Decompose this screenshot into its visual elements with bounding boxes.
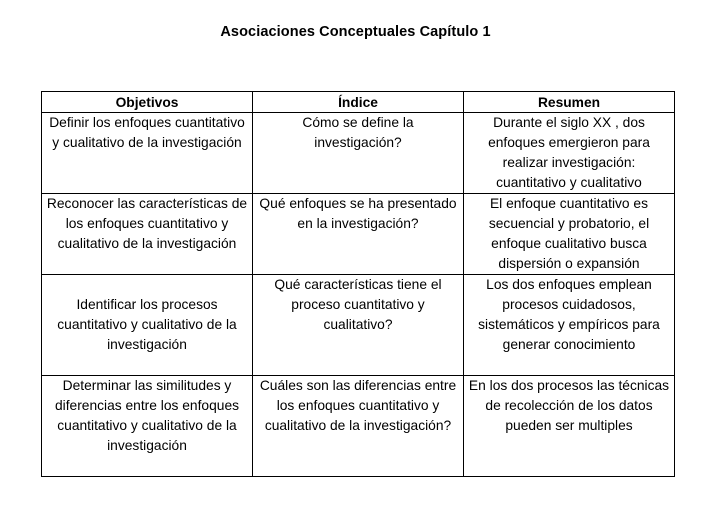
cell-objetivo	[42, 275, 253, 376]
cell-resumen	[464, 113, 675, 194]
cell-text: Identificar los procesos cuantitativo y cualitativo de la investigación	[57, 297, 237, 352]
concept-table	[41, 91, 675, 477]
cell-text: Los dos enfoques emplean procesos cuidadosos, sistemáticos y empíricos para generar conocimiento	[478, 277, 660, 352]
cell-indice	[253, 275, 464, 376]
cell-text: Cómo se define la investigación?	[302, 115, 414, 150]
cell-objetivo	[42, 194, 253, 275]
cell-objetivo	[42, 113, 253, 194]
cell-resumen	[464, 194, 675, 275]
cell-text: Determinar las similitudes y diferencias entre los enfoques cuantitativo y cualitativo de la investigación	[54, 378, 240, 453]
cell-text: Reconocer las características de los enfoques cuantitativo y cualitativo de la investigación	[46, 196, 248, 251]
header-resumen: Resumen	[464, 92, 675, 113]
table-row	[42, 275, 675, 376]
cell-indice	[253, 194, 464, 275]
cell-objetivo	[42, 376, 253, 477]
document-title: Asociaciones Conceptuales Capítulo 1	[220, 24, 491, 40]
table-row	[42, 194, 675, 275]
cell-text: Cuáles son las diferencias entre los enfoques cuantitativo y cualitativo de la investigación?	[259, 378, 457, 433]
cell-text: Definir los enfoques cuantitativo y cualitativo de la investigación	[49, 115, 245, 150]
table-header-row	[42, 92, 675, 113]
cell-text: Qué características tiene el proceso cuantitativo y cualitativo?	[274, 277, 442, 332]
cell-text: Durante el siglo XX , dos enfoques emergieron para realizar investigación: cuantitativo y cualitativo	[488, 115, 650, 190]
header-indice: Índice	[253, 92, 464, 113]
cell-text: El enfoque cuantitativo es secuencial y probatorio, el enfoque cualitativo busca dispersión o expansión	[488, 196, 650, 271]
cell-text: Qué enfoques se ha presentado en la investigación?	[259, 196, 457, 231]
cell-indice	[253, 376, 464, 477]
table-row	[42, 113, 675, 194]
table-row	[42, 376, 675, 477]
cell-indice	[253, 113, 464, 194]
cell-text: En los dos procesos las técnicas de recolección de los datos pueden ser multiples	[468, 378, 670, 433]
cell-resumen	[464, 275, 675, 376]
cell-resumen	[464, 376, 675, 477]
header-objetivos: Objetivos	[42, 92, 253, 113]
